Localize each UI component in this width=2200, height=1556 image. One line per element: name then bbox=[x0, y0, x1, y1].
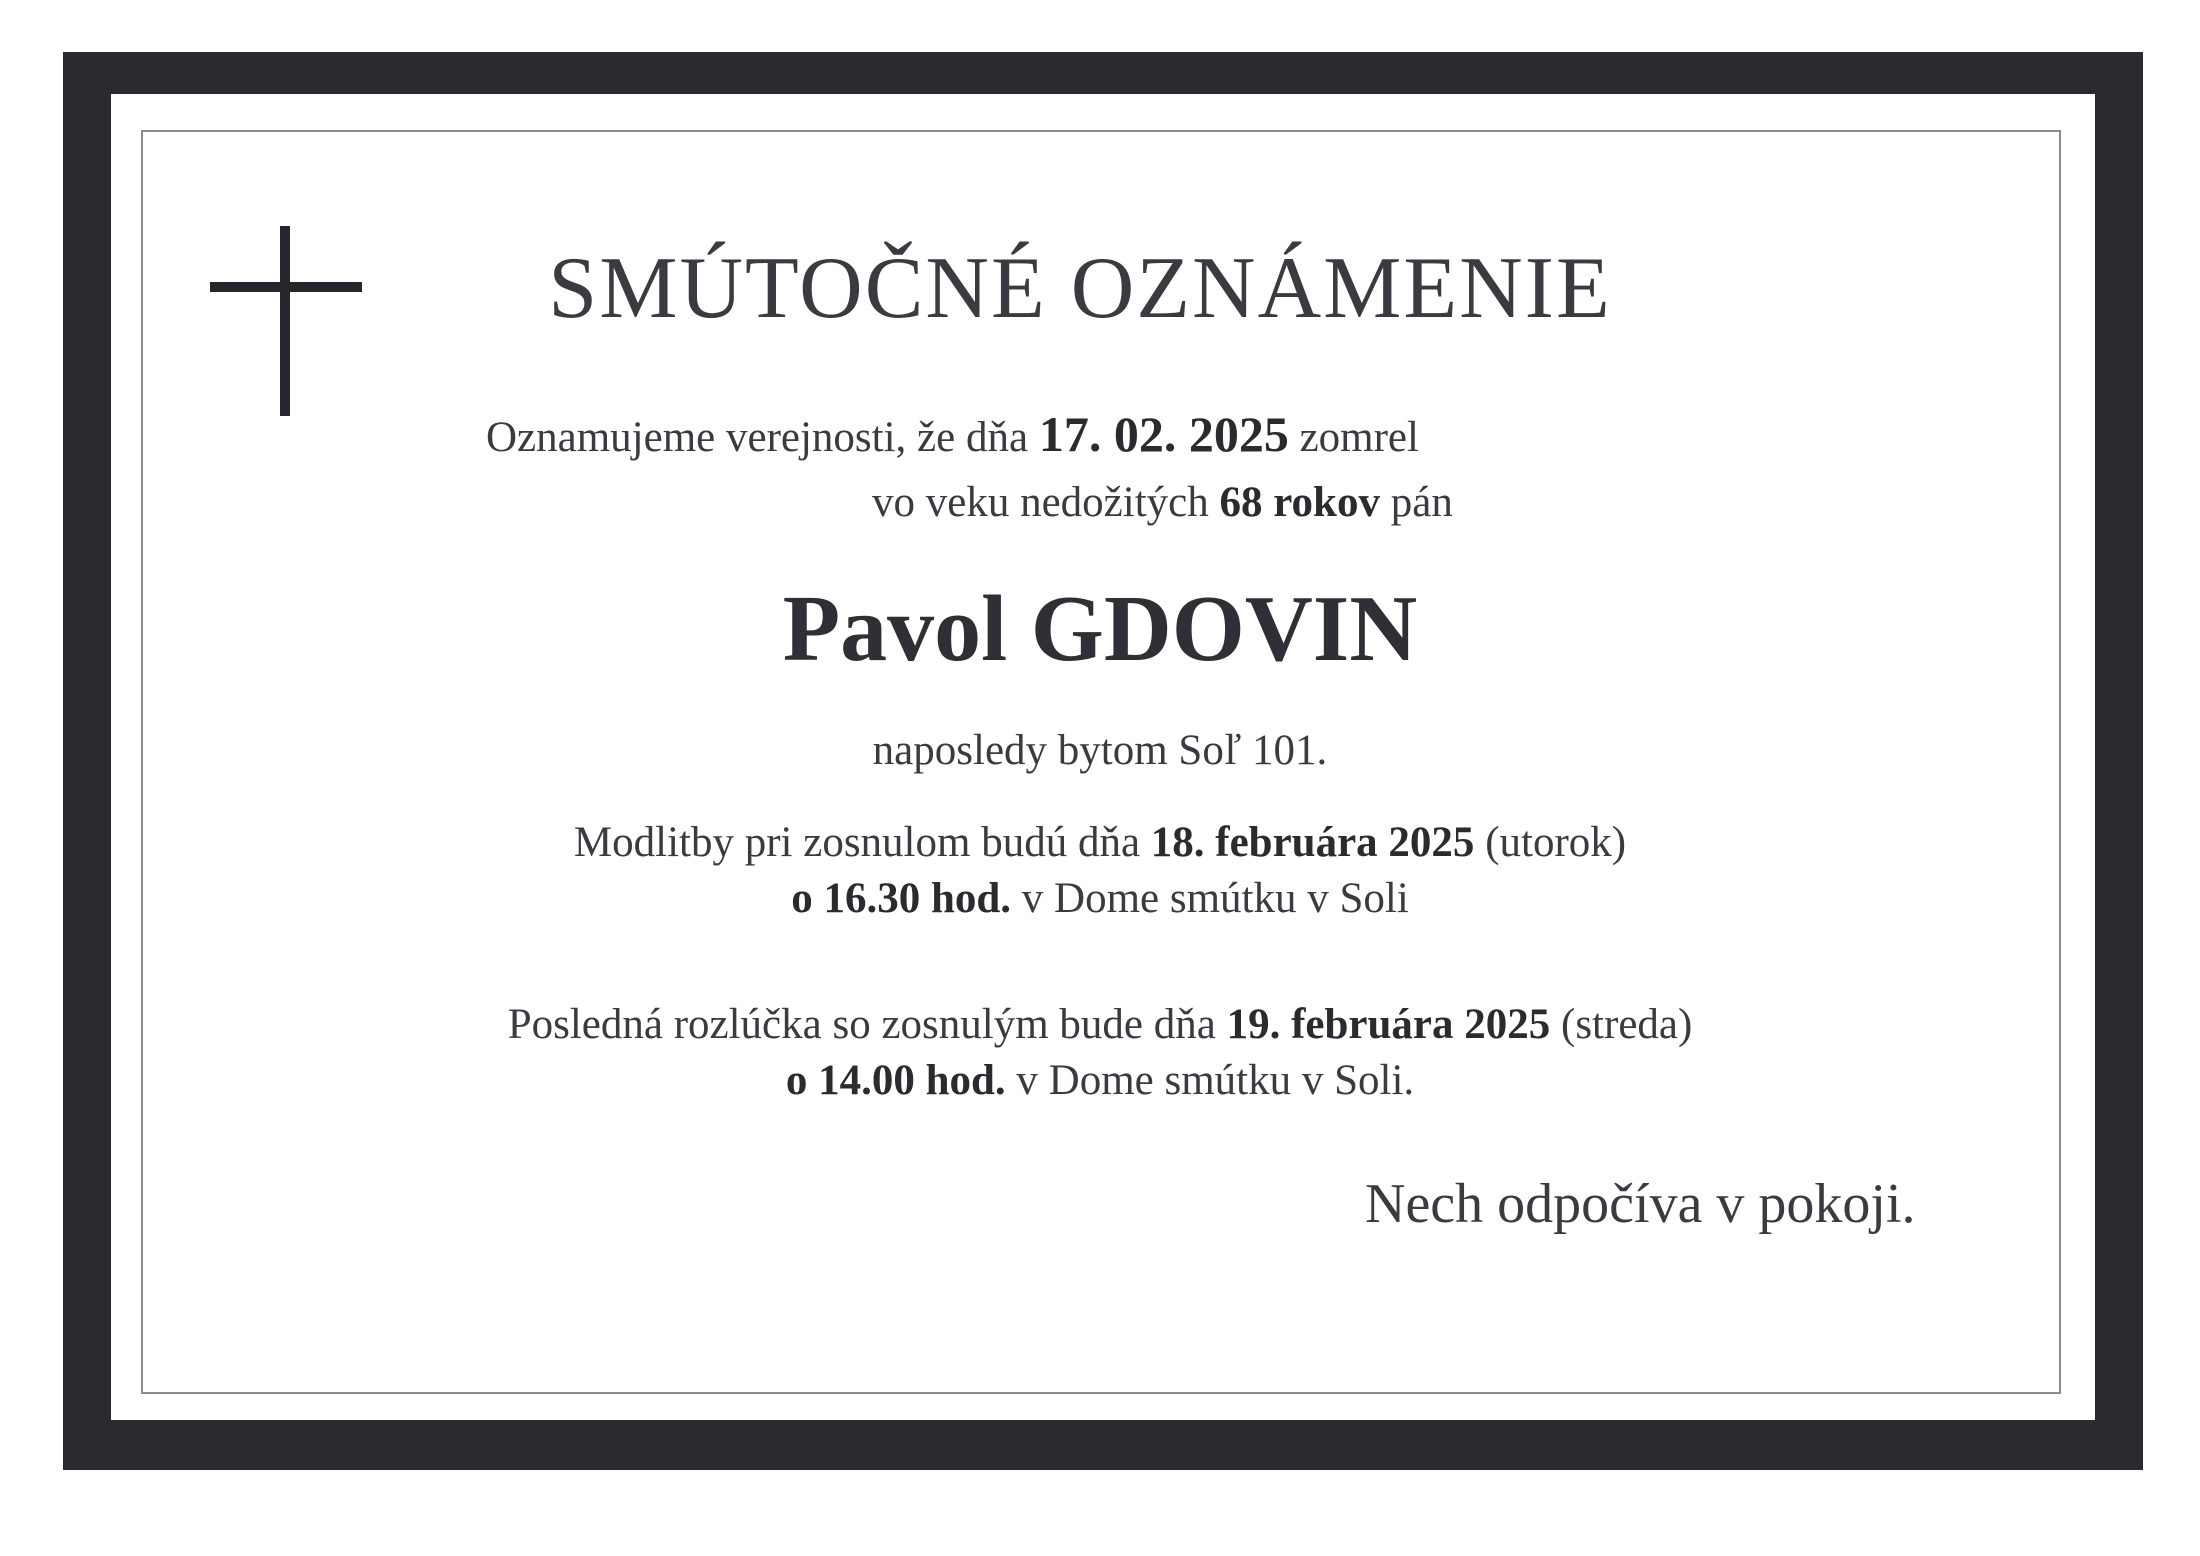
prayers-line: Modlitby pri zosnulom budú dňa 18. februára 2025 (utorok) bbox=[573, 819, 1627, 866]
age-line: vo veku nedožitých 68 rokov pán bbox=[872, 479, 1453, 526]
death-announcement-line: Oznamujeme verejnosti, že dňa 17. 02. 2025 zomrel bbox=[486, 406, 1419, 462]
notice-title: SMÚTOČNÉ OZNÁMENIE bbox=[548, 240, 1612, 337]
closing-blessing: Nech odpočíva v pokoji. bbox=[1365, 1173, 1916, 1235]
farewell-date: 19. februára 2025 bbox=[1226, 1001, 1551, 1048]
farewell-time: o 14.00 hod. bbox=[785, 1057, 1006, 1104]
residence-line: naposledy bytom Soľ 101. bbox=[872, 727, 1328, 774]
farewell-time-line: o 14.00 hod. v Dome smútku v Soli. bbox=[785, 1057, 1415, 1104]
deceased-name: Pavol GDOVIN bbox=[782, 577, 1418, 681]
age-value: 68 rokov bbox=[1219, 479, 1380, 526]
prayers-time-line: o 16.30 hod. v Dome smútku v Soli bbox=[791, 875, 1409, 922]
prayers-time: o 16.30 hod. bbox=[791, 875, 1012, 922]
cross-icon bbox=[210, 226, 362, 416]
prayers-date: 18. februára 2025 bbox=[1150, 819, 1475, 866]
death-date: 17. 02. 2025 bbox=[1038, 406, 1289, 462]
farewell-line: Posledná rozlúčka so zosnulým bude dňa 19. februára 2025 (streda) bbox=[507, 1001, 1693, 1048]
